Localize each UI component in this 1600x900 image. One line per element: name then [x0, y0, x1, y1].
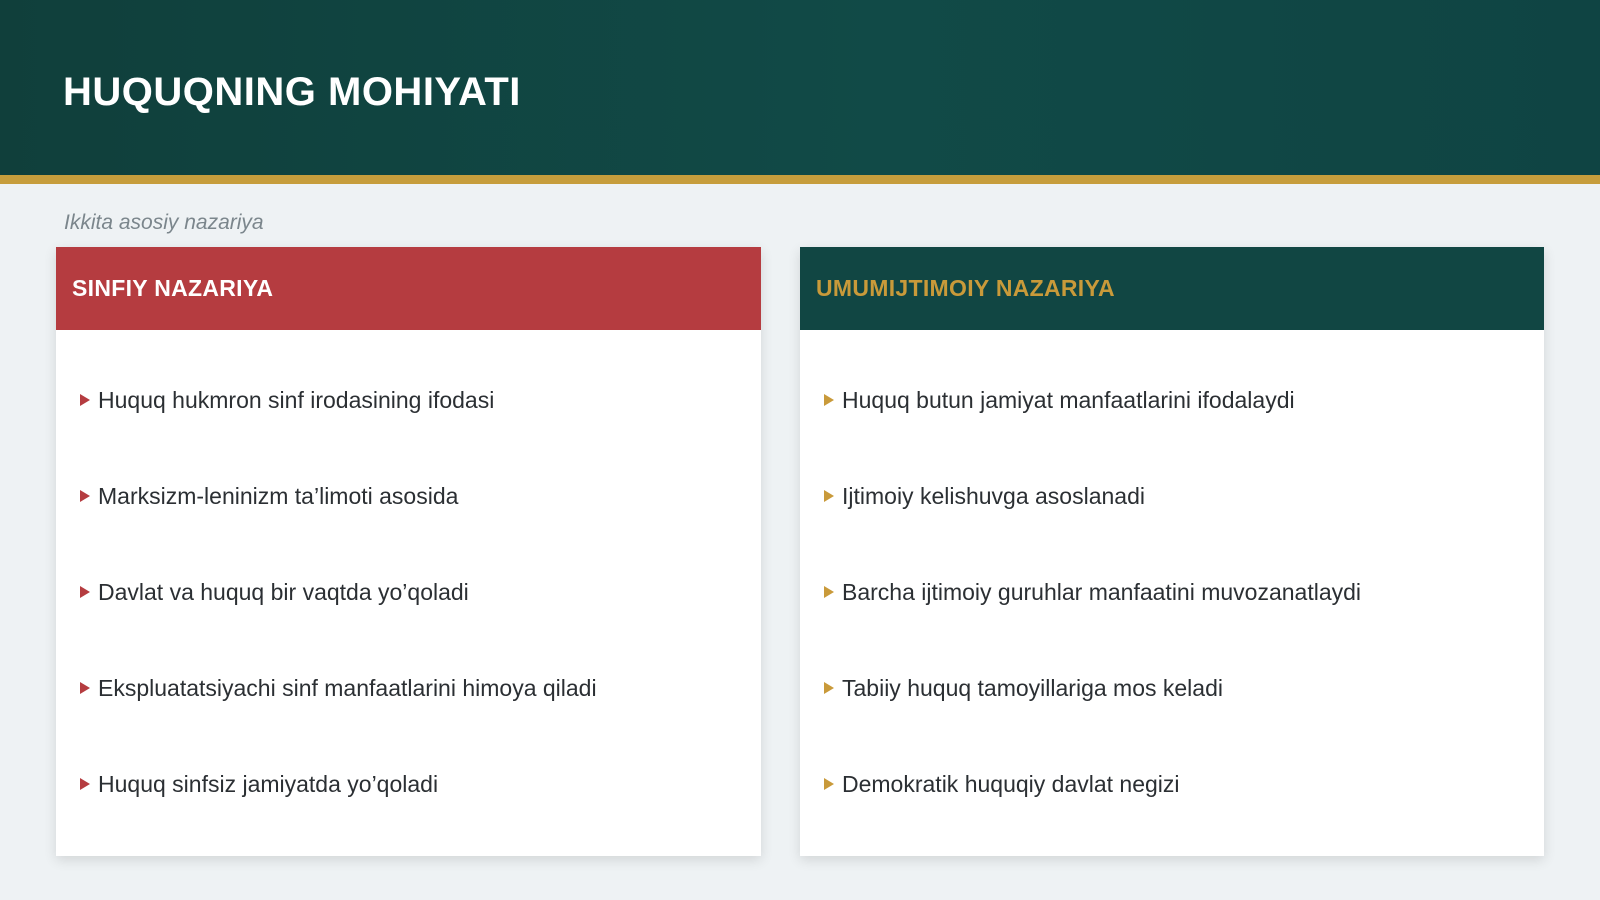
- slide-title: HUQUQNING MOHIYATI: [63, 70, 521, 114]
- general-social-theory-item-text: Huquq butun jamiyat manfaatlarini ifodalaydi: [842, 386, 1295, 413]
- class-theory-item: [56, 352, 761, 448]
- general-social-theory-item: [800, 448, 1544, 544]
- general-social-theory-item-text: Demokratik huquqiy davlat negizi: [842, 770, 1180, 797]
- class-theory-list: [56, 330, 761, 832]
- class-theory-card-title: SINFIY NAZARIYA: [56, 247, 761, 330]
- header-gold-rule: [0, 175, 1600, 184]
- slide-header: [0, 0, 1600, 175]
- general-social-theory-item: [800, 640, 1544, 736]
- class-theory-item: [56, 640, 761, 736]
- class-theory-card: [56, 247, 761, 856]
- class-theory-item-text: Huquq hukmron sinf irodasining ifodasi: [98, 386, 495, 413]
- general-social-theory-item: [800, 736, 1544, 832]
- general-social-theory-item-text: Ijtimoiy kelishuvga asoslanadi: [842, 482, 1145, 509]
- class-theory-item-text: Ekspluatatsiyachi sinf manfaatlarini himoya qiladi: [98, 674, 597, 701]
- class-theory-item-text: Marksizm-leninizm ta’limoti asosida: [98, 482, 459, 509]
- general-social-theory-list: [800, 330, 1544, 832]
- triangle-right-icon: [80, 682, 90, 694]
- triangle-right-icon: [824, 778, 834, 790]
- triangle-right-icon: [824, 682, 834, 694]
- general-social-theory-card-title: UMUMIJTIMOIY NAZARIYA: [800, 247, 1544, 330]
- general-social-theory-item-text: Tabiiy huquq tamoyillariga mos keladi: [842, 674, 1223, 701]
- general-social-theory-item-text: Barcha ijtimoiy guruhlar manfaatini muvozanatlaydi: [842, 578, 1362, 605]
- triangle-right-icon: [80, 394, 90, 406]
- triangle-right-icon: [80, 586, 90, 598]
- general-social-theory-item: [800, 352, 1544, 448]
- class-theory-item: [56, 544, 761, 640]
- general-social-theory-item: [800, 544, 1544, 640]
- triangle-right-icon: [824, 586, 834, 598]
- triangle-right-icon: [80, 778, 90, 790]
- class-theory-item: [56, 448, 761, 544]
- class-theory-item-text: Huquq sinfsiz jamiyatda yo’qoladi: [98, 770, 439, 797]
- triangle-right-icon: [80, 490, 90, 502]
- general-social-theory-card: [800, 247, 1544, 856]
- class-theory-item-text: Davlat va huquq bir vaqtda yo’qoladi: [98, 578, 469, 605]
- slide-subtitle: Ikkita asosiy nazariya: [64, 211, 264, 234]
- triangle-right-icon: [824, 394, 834, 406]
- triangle-right-icon: [824, 490, 834, 502]
- class-theory-item: [56, 736, 761, 832]
